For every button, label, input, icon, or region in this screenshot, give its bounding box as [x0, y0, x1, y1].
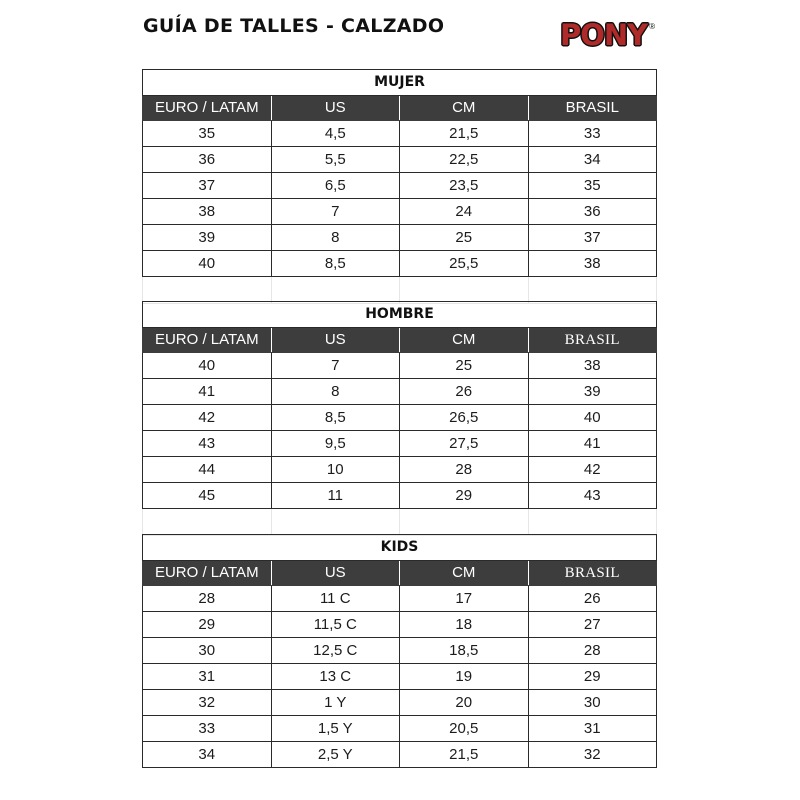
spacer-cell: [143, 277, 272, 304]
table-cell: 39: [528, 379, 657, 405]
kids-size-table: [142, 534, 657, 768]
table-cell: 18,5: [400, 638, 529, 664]
spacer-cell: [271, 509, 400, 536]
table-cell: 30: [143, 638, 272, 664]
table-row: [143, 483, 657, 509]
column-header: US: [271, 561, 400, 586]
table-cell: 9,5: [271, 431, 400, 457]
table-cell: 10: [271, 457, 400, 483]
hombre-size-table: [142, 301, 657, 536]
table-row: [143, 173, 657, 199]
table-cell: 41: [528, 431, 657, 457]
kids-section-header: [143, 535, 657, 561]
table-cell: 11 C: [271, 586, 400, 612]
table-cell: 36: [528, 199, 657, 225]
table-row: [143, 457, 657, 483]
table-cell: 29: [143, 612, 272, 638]
page-title: GUÍA DE TALLES - CALZADO: [143, 15, 445, 37]
table-cell: 34: [143, 742, 272, 768]
spacer-cell: [400, 277, 529, 304]
table-row: [143, 251, 657, 277]
column-header: CM: [400, 328, 529, 353]
table-cell: 22,5: [400, 147, 529, 173]
spacer-row: [143, 509, 657, 536]
table-cell: 33: [143, 716, 272, 742]
table-row: [143, 199, 657, 225]
table-cell: 8,5: [271, 251, 400, 277]
table-cell: 36: [143, 147, 272, 173]
table-cell: 25,5: [400, 251, 529, 277]
column-header: BRASIL: [528, 561, 657, 586]
table-cell: 39: [143, 225, 272, 251]
table-cell: 25: [400, 353, 529, 379]
table-cell: 31: [528, 716, 657, 742]
mujer-section-header: [143, 70, 657, 96]
table-cell: 12,5 C: [271, 638, 400, 664]
table-cell: 4,5: [271, 121, 400, 147]
table-cell: 38: [528, 353, 657, 379]
table-cell: 35: [528, 173, 657, 199]
pony-logo: [560, 18, 655, 52]
column-header: CM: [400, 96, 529, 121]
table-cell: 6,5: [271, 173, 400, 199]
column-header: EURO / LATAM: [143, 328, 272, 353]
table-cell: 27: [528, 612, 657, 638]
table-row: [143, 586, 657, 612]
table-cell: 34: [528, 147, 657, 173]
table-cell: 29: [400, 483, 529, 509]
table-cell: 26: [400, 379, 529, 405]
column-header: BRASIL: [528, 328, 657, 353]
table-row: [143, 612, 657, 638]
table-row: [143, 690, 657, 716]
table-cell: 20: [400, 690, 529, 716]
table-cell: 30: [528, 690, 657, 716]
table-cell: 45: [143, 483, 272, 509]
section-title: HOMBRE: [143, 302, 657, 328]
table-cell: 11: [271, 483, 400, 509]
table-cell: 29: [528, 664, 657, 690]
table-cell: 25: [400, 225, 529, 251]
table-cell: 13 C: [271, 664, 400, 690]
table-cell: 17: [400, 586, 529, 612]
table-cell: 33: [528, 121, 657, 147]
table-row: [143, 431, 657, 457]
table-cell: 20,5: [400, 716, 529, 742]
table-cell: 2,5 Y: [271, 742, 400, 768]
spacer-row: [143, 277, 657, 304]
column-header: EURO / LATAM: [143, 561, 272, 586]
table-row: [143, 664, 657, 690]
column-header: CM: [400, 561, 529, 586]
logo-text: PONY: [560, 18, 648, 52]
table-cell: 31: [143, 664, 272, 690]
table-cell: 42: [143, 405, 272, 431]
table-cell: 8,5: [271, 405, 400, 431]
table-cell: 28: [400, 457, 529, 483]
section-title: MUJER: [143, 70, 657, 96]
table-row: [143, 147, 657, 173]
table-row: [143, 716, 657, 742]
column-header-row: [143, 561, 657, 586]
table-cell: 44: [143, 457, 272, 483]
column-header-row: [143, 328, 657, 353]
table-cell: 21,5: [400, 742, 529, 768]
table-row: [143, 742, 657, 768]
spacer-cell: [528, 277, 657, 304]
table-cell: 40: [143, 353, 272, 379]
table-row: [143, 353, 657, 379]
table-cell: 38: [528, 251, 657, 277]
column-header: US: [271, 328, 400, 353]
column-header: BRASIL: [528, 96, 657, 121]
table-cell: 23,5: [400, 173, 529, 199]
spacer-cell: [528, 509, 657, 536]
table-cell: 40: [143, 251, 272, 277]
table-cell: 41: [143, 379, 272, 405]
spacer-cell: [143, 509, 272, 536]
table-cell: 32: [528, 742, 657, 768]
table-cell: 7: [271, 353, 400, 379]
table-row: [143, 225, 657, 251]
table-cell: 40: [528, 405, 657, 431]
spacer-cell: [400, 509, 529, 536]
table-cell: 24: [400, 199, 529, 225]
table-row: [143, 405, 657, 431]
table-cell: 26: [528, 586, 657, 612]
table-cell: 26,5: [400, 405, 529, 431]
mujer-size-table: [142, 69, 657, 304]
table-cell: 8: [271, 379, 400, 405]
table-cell: 37: [143, 173, 272, 199]
table-cell: 27,5: [400, 431, 529, 457]
table-cell: 7: [271, 199, 400, 225]
table-cell: 5,5: [271, 147, 400, 173]
section-title: KIDS: [143, 535, 657, 561]
registered-mark: ®: [649, 22, 656, 31]
table-cell: 21,5: [400, 121, 529, 147]
table-row: [143, 638, 657, 664]
table-cell: 18: [400, 612, 529, 638]
table-cell: 42: [528, 457, 657, 483]
table-cell: 38: [143, 199, 272, 225]
table-cell: 35: [143, 121, 272, 147]
table-cell: 28: [143, 586, 272, 612]
table-cell: 37: [528, 225, 657, 251]
table-cell: 32: [143, 690, 272, 716]
spacer-cell: [271, 277, 400, 304]
table-cell: 43: [143, 431, 272, 457]
table-cell: 11,5 C: [271, 612, 400, 638]
table-cell: 28: [528, 638, 657, 664]
table-cell: 1 Y: [271, 690, 400, 716]
hombre-section-header: [143, 302, 657, 328]
table-cell: 43: [528, 483, 657, 509]
table-cell: 1,5 Y: [271, 716, 400, 742]
column-header: US: [271, 96, 400, 121]
column-header-row: [143, 96, 657, 121]
table-row: [143, 121, 657, 147]
table-row: [143, 379, 657, 405]
table-cell: 19: [400, 664, 529, 690]
table-cell: 8: [271, 225, 400, 251]
column-header: EURO / LATAM: [143, 96, 272, 121]
